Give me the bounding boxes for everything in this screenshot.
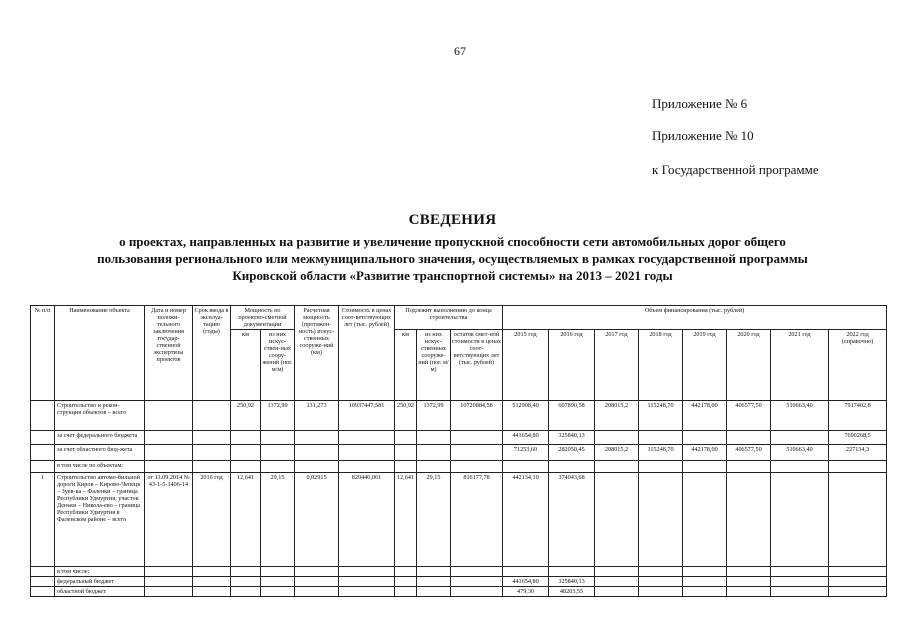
cell-y2015: 71253,60 [503,445,549,461]
cell-rcost: 10720884,58 [451,401,503,431]
cell-design [295,461,339,473]
cell-name: Строительство автомо-бильной дороги Киров – Кирово-Чепецк – Зуев-ка – Фаленки – граница Республики Удмуртия, участок Деньки – Никола-ево – граница Республики Удмуртия в Фаленском районе – всего [55,473,145,567]
table-row [31,401,887,431]
cell-y2021 [771,577,829,587]
cell-rkm: 250,92 [395,401,417,431]
header-capacity-km: км [231,330,261,401]
cell-date [145,401,193,431]
table-row [31,577,887,587]
cell-term [193,461,231,473]
header-year-2016: 2016 год [549,330,595,401]
cell-rkm [395,577,417,587]
cell-rcost [451,431,503,445]
cell-y2019 [683,577,727,587]
cell-y2015 [503,461,549,473]
cell-art: 1372,99 [261,401,295,431]
header-year-2022: 2022 год (справочно) [829,330,887,401]
cell-art [261,445,295,461]
cell-cost [339,431,395,445]
header-capacity-group: Мощность по проектно-сметной документации [231,306,295,330]
cell-y2020 [727,461,771,473]
cell-rcost: 816177,78 [451,473,503,567]
cell-y2021: 510663,40 [771,445,829,461]
cell-design [295,577,339,587]
cell-rkm [395,445,417,461]
cell-rart: 29,15 [417,473,451,567]
cell-y2016: 48203,55 [549,587,595,597]
cell-y2019: 442178,00 [683,445,727,461]
cell-term [193,587,231,597]
cell-y2021 [771,431,829,445]
cell-y2017 [595,577,639,587]
cell-cost [339,577,395,587]
cell-y2016 [549,461,595,473]
cell-y2021 [771,567,829,577]
cell-rart [417,567,451,577]
header-name: Наименование объекта [55,306,145,401]
cell-rcost [451,577,503,587]
cell-y2020: 406577,50 [727,401,771,431]
cell-rkm [395,461,417,473]
table-row [31,461,887,473]
cell-y2020 [727,473,771,567]
cell-y2016: 325840,13 [549,431,595,445]
cell-no [31,577,55,587]
cell-y2019: 442178,00 [683,401,727,431]
cell-y2015: 442134,10 [503,473,549,567]
cell-y2021 [771,587,829,597]
cell-y2018 [639,473,683,567]
cell-km [231,567,261,577]
header-year-2019: 2019 год [683,330,727,401]
cell-y2019 [683,461,727,473]
cell-no [31,461,55,473]
cell-y2016: 607890,58 [549,401,595,431]
cell-y2017: 208015,2 [595,445,639,461]
cell-art [261,431,295,445]
cell-rkm [395,431,417,445]
cell-y2022 [829,567,887,577]
cell-km: 12,641 [231,473,261,567]
cell-no: 1 [31,473,55,567]
cell-design: 131,273 [295,401,339,431]
cell-cost: 10937447,581 [339,401,395,431]
cell-rart [417,445,451,461]
cell-rcost [451,445,503,461]
cell-no [31,567,55,577]
header-cost: Стоимость в ценах соот-ветствующих лет (тыс. рублей) [339,306,395,401]
header-remaining-cost: остаток смет-ной стоимости в ценах соот-ветствующих лет (тыс. рублей) [451,330,503,401]
cell-name: областной бюджет [55,587,145,597]
cell-y2021 [771,473,829,567]
table-row [31,587,887,597]
cell-cost [339,445,395,461]
cell-date [145,445,193,461]
appendix-line-1: Приложение № 6 [652,96,748,111]
cell-y2020 [727,587,771,597]
document-title: СВЕДЕНИЯ [408,212,497,228]
cell-cost [339,461,395,473]
cell-date [145,577,193,587]
cell-term [193,431,231,445]
cell-y2020 [727,431,771,445]
cell-y2017: 208015,2 [595,401,639,431]
cell-date [145,461,193,473]
cell-rart [417,431,451,445]
cell-y2022: 7690268,5 [829,431,887,445]
cell-design [295,431,339,445]
cell-y2018: 115248,70 [639,401,683,431]
cell-no [31,445,55,461]
cell-date [145,567,193,577]
cell-name: в том числе: [55,567,145,577]
cell-rcost [451,461,503,473]
table-row [31,431,887,445]
cell-y2018 [639,461,683,473]
cell-art [261,461,295,473]
cell-y2017 [595,461,639,473]
cell-cost [339,567,395,577]
header-remaining-artificial: из них искус-ственных сооруже-ний (пог. м/м) [417,330,451,401]
header-capacity-artificial: из них искус-ствен-ных соору-жений (пог. м/м) [261,330,295,401]
cell-design [295,445,339,461]
cell-y2015: 512908,40 [503,401,549,431]
cell-y2016: 325840,13 [549,577,595,587]
cell-y2015 [503,567,549,577]
header-year-2018: 2018 год [639,330,683,401]
cell-y2020 [727,577,771,587]
cell-date [145,587,193,597]
cell-y2022 [829,461,887,473]
cell-name: федеральный бюджет [55,577,145,587]
cell-rkm [395,587,417,597]
header-year-2015: 2015 год [503,330,549,401]
cell-art [261,587,295,597]
cell-term: 2016 год [193,473,231,567]
page-number: 67 [454,44,466,58]
cell-km [231,431,261,445]
cell-y2016: 374043,68 [549,473,595,567]
cell-y2018 [639,587,683,597]
cell-rkm [395,567,417,577]
cell-y2016 [549,567,595,577]
cell-y2016: 282050,45 [549,445,595,461]
cell-y2018 [639,431,683,445]
projects-table [30,305,887,597]
cell-y2019 [683,431,727,445]
header-no: № п/п [31,306,55,401]
cell-cost: 829440,061 [339,473,395,567]
cell-no [31,401,55,431]
document-subtitle-line-1: о проектах, направленных на развитие и увеличение пропускной способности сети автомобильных дорог общего [119,234,786,249]
cell-rart: 1372,99 [417,401,451,431]
cell-y2017 [595,587,639,597]
cell-y2022 [829,473,887,567]
cell-y2017 [595,567,639,577]
cell-km: 250,92 [231,401,261,431]
cell-km [231,587,261,597]
cell-y2017 [595,473,639,567]
cell-y2015: 441654,80 [503,577,549,587]
cell-y2017 [595,431,639,445]
cell-design [295,567,339,577]
cell-y2018: 115248,70 [639,445,683,461]
cell-art [261,567,295,577]
cell-y2022: 7917402,8 [829,401,887,431]
table-row [31,473,887,567]
header-year-2017: 2017 год [595,330,639,401]
cell-design [295,587,339,597]
header-expertise-date: Дата и номер положи-тельного заключения государ-ственной экспертизы проектов [145,306,193,401]
header-remaining-group: Подлежит выполнению до конца строительства [395,306,503,330]
document-subtitle-line-2: пользования регионального или межмуниципального значения, осуществляемых в рамках государственной программы [97,251,808,266]
cell-date [145,431,193,445]
cell-y2021 [771,461,829,473]
cell-no [31,431,55,445]
appendix-line-3: к Государственной программе [652,162,819,177]
cell-y2019 [683,587,727,597]
cell-km [231,445,261,461]
cell-rart [417,461,451,473]
cell-rkm: 12,641 [395,473,417,567]
header-remaining-km: км [395,330,417,401]
cell-y2019 [683,473,727,567]
header-design-capacity: Расчетная мощность (протяжен-ность) искус-ственных сооруже-ний (км) [295,306,339,401]
cell-date: от 11.09.2014 № 43-1-5-1406-14 [145,473,193,567]
header-year-2021: 2021 год [771,330,829,401]
cell-y2019 [683,567,727,577]
cell-rart [417,587,451,597]
cell-y2015: 479,30 [503,587,549,597]
cell-y2020: 406577,50 [727,445,771,461]
cell-name: в том числе по объектам: [55,461,145,473]
cell-art [261,577,295,587]
appendix-line-2: Приложение № 10 [652,128,754,143]
cell-y2018 [639,567,683,577]
cell-term [193,401,231,431]
cell-y2018 [639,577,683,587]
cell-km [231,577,261,587]
document-subtitle-line-3: Кировской области «Развитие транспортной системы» на 2013 – 2021 годы [232,268,673,283]
cell-y2022: 227134,3 [829,445,887,461]
cell-name: за счет федерального бюджета [55,431,145,445]
cell-rcost [451,567,503,577]
cell-y2015: 441654,80 [503,431,549,445]
cell-design: 0,02915 [295,473,339,567]
header-commission-term: Срок ввода в эксплуа-тацию (годы) [193,306,231,401]
header-year-2020: 2020 год [727,330,771,401]
table-row [31,445,887,461]
cell-art: 29,15 [261,473,295,567]
table-body [31,401,887,597]
cell-rcost [451,587,503,597]
cell-term [193,445,231,461]
cell-cost [339,587,395,597]
cell-km [231,461,261,473]
cell-name: Строительство и рекон-струкция объектов – всего [55,401,145,431]
cell-y2022 [829,577,887,587]
cell-term [193,567,231,577]
cell-rart [417,577,451,587]
cell-no [31,587,55,597]
cell-term [193,577,231,587]
table-row [31,567,887,577]
cell-name: за счет областного бюд-жета [55,445,145,461]
header-finance-group: Объем финансирования (тыс. рублей) [503,306,887,330]
cell-y2020 [727,567,771,577]
cell-y2022 [829,587,887,597]
cell-y2021: 510663,40 [771,401,829,431]
